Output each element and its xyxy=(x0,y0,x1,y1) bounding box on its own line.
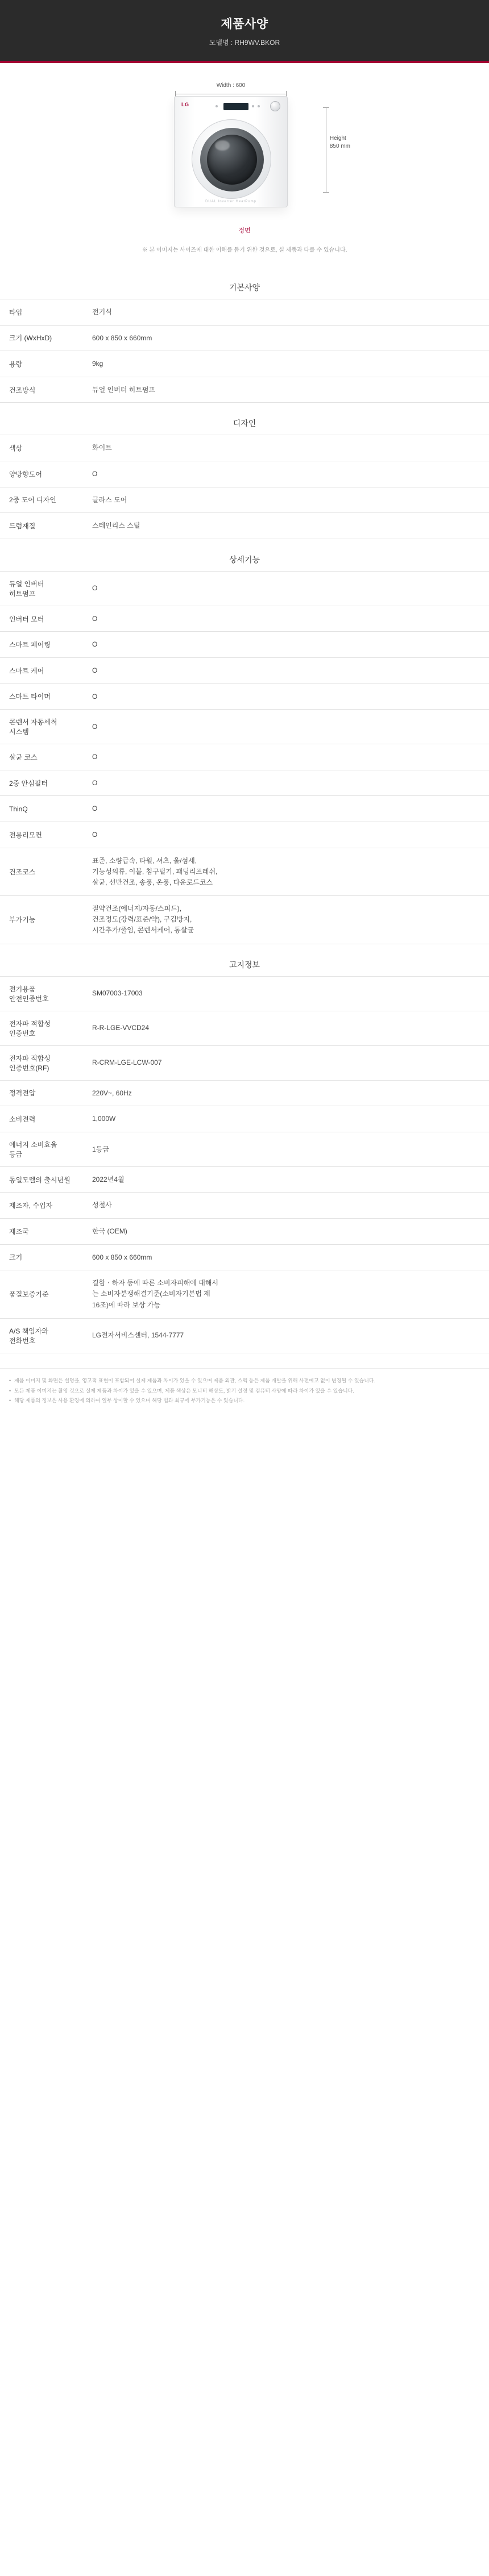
page-header xyxy=(0,0,489,61)
spec-section xyxy=(0,412,489,539)
spec-label: 에너지 소비효율 등급 xyxy=(0,1132,86,1166)
table-row xyxy=(0,1318,489,1353)
spec-table xyxy=(0,571,489,944)
table-row xyxy=(0,744,489,770)
table-row xyxy=(0,487,489,513)
spec-value: O xyxy=(92,753,98,761)
view-caption: 정면 xyxy=(238,227,251,234)
footnotes xyxy=(0,1368,489,1430)
table-row xyxy=(0,1166,489,1193)
table-row xyxy=(0,606,489,632)
spec-value: 스테인리스 스틸 xyxy=(92,522,140,530)
height-dimension-label-2: 850 mm xyxy=(329,143,350,149)
spec-label: 동일모델의 출시년월 xyxy=(0,1166,86,1193)
spec-section xyxy=(0,276,489,403)
spec-label: 크기 (WxHxD) xyxy=(0,325,86,351)
table-row xyxy=(0,710,489,744)
table-row xyxy=(0,377,489,403)
lg-logo: LG xyxy=(181,102,189,107)
spec-label: 스마트 타이머 xyxy=(0,683,86,710)
door-mid-ring xyxy=(200,128,264,191)
table-row xyxy=(0,848,489,896)
table-row xyxy=(0,976,489,1011)
spec-value: 성철사 xyxy=(92,1201,112,1210)
table-row xyxy=(0,1193,489,1219)
product-badge-text: DUAL Inverter HeatPump xyxy=(205,200,256,203)
spec-value: 600 x 850 x 660mm xyxy=(92,334,152,342)
spec-section xyxy=(0,548,489,944)
spec-label: 스마트 케어 xyxy=(0,657,86,683)
spec-value: O xyxy=(92,805,98,813)
spec-label: 인버터 모터 xyxy=(0,606,86,632)
spec-value: 600 x 850 x 660mm xyxy=(92,1253,152,1261)
footnote-item: • 제품 이미지 및 화면은 설명을, 영고적 표현이 포함되어 실제 제품과 차이가 있을 수 있으며 제품 외관, 스펙 등은 제품 개발을 위해 사전예고 없이 변경될 수 있습니다. xyxy=(9,1377,480,1385)
table-row xyxy=(0,1244,489,1270)
spec-value: 9kg xyxy=(92,360,103,368)
table-row xyxy=(0,461,489,487)
spec-label: 품질보증기준 xyxy=(0,1270,86,1319)
spec-label: 소비전력 xyxy=(0,1106,86,1132)
spec-label: A/S 책임자와 전화번호 xyxy=(0,1318,86,1353)
spec-value: O xyxy=(92,778,98,787)
spec-sections xyxy=(0,276,489,1353)
section-title: 고지정보 xyxy=(229,960,260,969)
table-row xyxy=(0,325,489,351)
spec-label: 정격전압 xyxy=(0,1080,86,1106)
spec-value: 결함ㆍ하자 등에 따른 소비자피해에 대해서 는 소비자분쟁해결기준(소비자기본법 제 16조)에 따라 보상 가능 xyxy=(92,1279,218,1309)
product-image-stage xyxy=(125,82,364,224)
table-row xyxy=(0,822,489,848)
spec-value: 화이트 xyxy=(92,444,112,452)
spec-value: O xyxy=(92,640,98,649)
spec-value: SM07003-17003 xyxy=(92,989,143,998)
spec-value: 1,000W xyxy=(92,1115,116,1123)
spec-value: O xyxy=(92,666,98,674)
section-title: 디자인 xyxy=(233,419,256,428)
power-knob-icon xyxy=(270,101,280,111)
spec-label: 제조자, 수입자 xyxy=(0,1193,86,1219)
control-panel xyxy=(214,101,283,113)
spec-label: 전자파 적합성 인증번호 xyxy=(0,1011,86,1045)
table-row xyxy=(0,1219,489,1245)
spec-label: 제조국 xyxy=(0,1219,86,1245)
spec-value: O xyxy=(92,722,98,731)
spec-value: R-CRM-LGE-LCW-007 xyxy=(92,1058,162,1067)
spec-label: 2중 도어 디자인 xyxy=(0,487,86,513)
footnote-list xyxy=(9,1377,480,1406)
table-row xyxy=(0,513,489,539)
page-title: 제품사양 xyxy=(221,18,268,31)
spec-value: 한국 (OEM) xyxy=(92,1227,127,1235)
spec-label: 크기 xyxy=(0,1244,86,1270)
spec-value: 전기식 xyxy=(92,308,112,316)
spec-label: 전기용품 안전인증번호 xyxy=(0,976,86,1011)
footnote-item: • 해당 제품의 정보은 사용 환경에 의하여 일부 상이할 수 있으며 해당 법과 최규에 부가기능은 수 있습니다. xyxy=(9,1397,480,1405)
height-dimension-label-1: Height xyxy=(329,135,346,141)
table-row xyxy=(0,770,489,796)
table-row xyxy=(0,1080,489,1106)
spec-label: 듀얼 인버터 히트펌프 xyxy=(0,571,86,606)
spec-value: R-R-LGE-VVCD24 xyxy=(92,1024,150,1032)
table-row xyxy=(0,1106,489,1132)
spec-value: 듀얼 인버터 히트펌프 xyxy=(92,385,155,394)
table-row xyxy=(0,571,489,606)
table-row xyxy=(0,1011,489,1045)
panel-display xyxy=(223,103,248,110)
panel-indicator-icon xyxy=(216,105,218,107)
table-row xyxy=(0,1045,489,1080)
section-title: 상세기능 xyxy=(229,555,260,564)
spec-label: 전자파 적합성 인증번호(RF) xyxy=(0,1045,86,1080)
spec-label: 전용리모컨 xyxy=(0,822,86,848)
table-row xyxy=(0,1132,489,1166)
width-dimension xyxy=(175,82,287,97)
washer-illustration xyxy=(174,96,288,207)
height-dimension xyxy=(323,135,350,150)
section-title: 기본사양 xyxy=(229,283,260,292)
model-name: 모델명 : RH9WV.BKOR xyxy=(209,39,280,47)
table-row xyxy=(0,632,489,658)
spec-value: O xyxy=(92,614,98,623)
table-row xyxy=(0,1270,489,1319)
spec-label: 스마트 페어링 xyxy=(0,632,86,658)
product-hero xyxy=(0,63,489,267)
spec-value: O xyxy=(92,692,98,701)
spec-value: O xyxy=(92,584,98,593)
table-row xyxy=(0,683,489,710)
spec-value: 1등급 xyxy=(92,1145,109,1153)
spec-value: LG전자서비스센터, 1544-7777 xyxy=(92,1331,184,1340)
image-disclaimer: ※ 본 이미지는 사이즈에 대한 이해를 돕기 위한 것으로, 실 제품과 다를 수 있습니다. xyxy=(142,247,347,253)
width-dimension-label: Width : 600 xyxy=(216,82,246,89)
spec-label: 용량 xyxy=(0,351,86,377)
panel-button-icon xyxy=(258,105,260,107)
spec-label: 건조방식 xyxy=(0,377,86,403)
table-row xyxy=(0,435,489,461)
panel-button-icon xyxy=(252,105,254,107)
table-row xyxy=(0,657,489,683)
spec-value: O xyxy=(92,830,98,839)
door-glass xyxy=(207,135,257,185)
spec-label: 2중 안심필터 xyxy=(0,770,86,796)
spec-label: 양방향도어 xyxy=(0,461,86,487)
spec-value: O xyxy=(92,469,98,478)
spec-value: 절약건조(에너지/자동/스피드), 건조정도(강력/표준/약), 구김방지, 시간추가/줄임, 콘덴서케어, 통살균 xyxy=(92,904,194,935)
table-row xyxy=(0,796,489,822)
spec-label: ThinQ xyxy=(0,796,86,822)
footnote-item: • 모든 제품 이미지는 촬영 것으로 실제 제품과 차이가 있을 수 있으며, 제품 색상은 모니터 해상도, 밝기 설정 및 컴퓨터 사양에 따라 차이가 있을 수 있습니다. xyxy=(9,1387,480,1395)
spec-label: 살균 코스 xyxy=(0,744,86,770)
table-row xyxy=(0,896,489,944)
spec-value: 글라스 도어 xyxy=(92,495,127,504)
spec-table xyxy=(0,976,489,1353)
spec-section xyxy=(0,953,489,1353)
spec-value: 220V~, 60Hz xyxy=(92,1089,132,1097)
door-outer-ring xyxy=(192,119,271,199)
spec-value: 2022년4월 xyxy=(92,1175,125,1183)
spec-label: 드럼재질 xyxy=(0,513,86,539)
table-row xyxy=(0,299,489,326)
spec-label: 건조코스 xyxy=(0,848,86,896)
spec-label: 부가기능 xyxy=(0,896,86,944)
spec-table xyxy=(0,299,489,403)
table-row xyxy=(0,351,489,377)
spec-table xyxy=(0,435,489,539)
spec-label: 타입 xyxy=(0,299,86,326)
spec-label: 색상 xyxy=(0,435,86,461)
spec-label: 콘덴서 자동세척 시스템 xyxy=(0,710,86,744)
height-dimension-line xyxy=(323,107,329,193)
spec-value: 표준, 소량급속, 타월, 셔츠, 울/섬세, 기능성의류, 이불, 침구털기, 패딩리프레쉬, 살균, 선반건조, 송풍, 온풍, 다운로드코스 xyxy=(92,856,218,886)
